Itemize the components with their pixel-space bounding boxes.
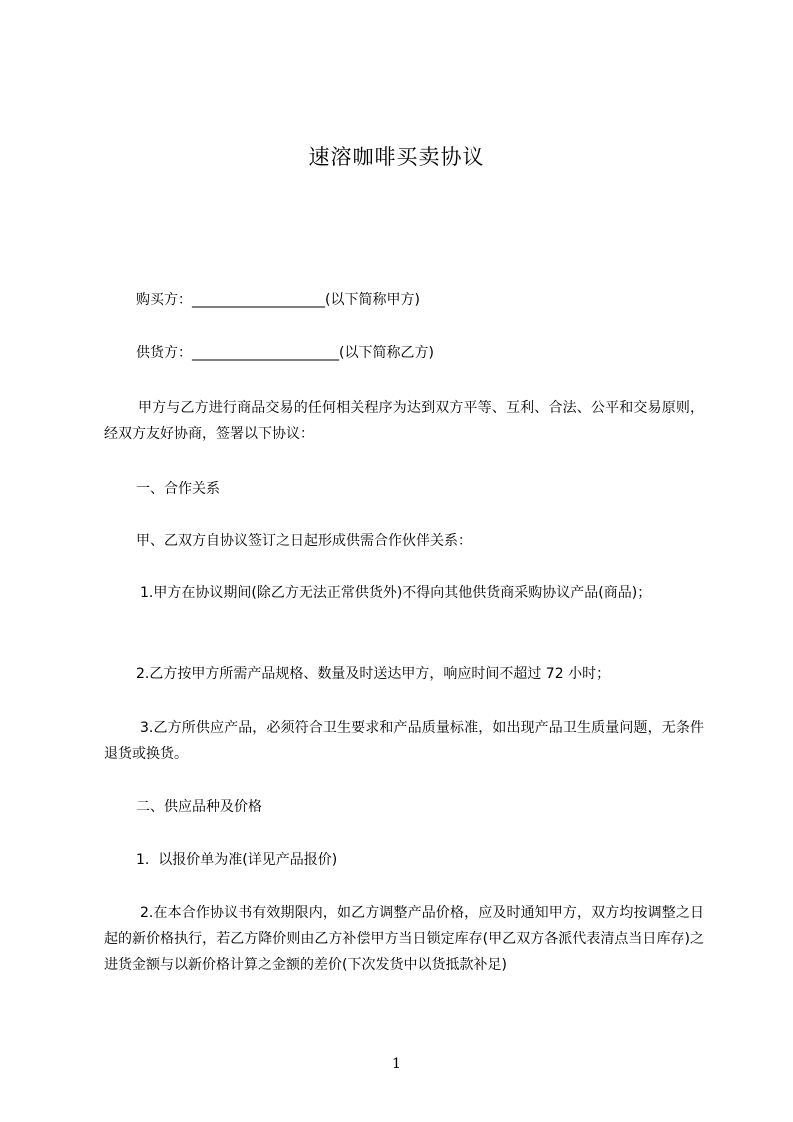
section1-lead: 甲、乙双方自协议签订之日起形成供需合作伙伴关系： [136, 533, 472, 549]
buyer-label: 购买方： [136, 292, 192, 308]
supplier-line [136, 343, 736, 363]
buyer-line [136, 290, 736, 310]
section1-item-2: 2.乙方按甲方所需产品规格、数量及时送达甲方，响应时间不超过 72 小时； [136, 666, 611, 682]
supplier-label: 供货方： [136, 345, 192, 361]
section2-item-1: 1. 以报价单为准(详见产品报价) [136, 852, 338, 868]
supplier-note: (以下简称乙方) [339, 345, 434, 361]
page-number: 1 [392, 1056, 401, 1072]
section2-heading: 二、供应品种及价格 [136, 799, 262, 815]
section1-item-1: 1.甲方在协议期间(除乙方无法正常供货外)不得向其他供货商采购协议产品(商品)； [140, 585, 652, 601]
section1-heading: 一、合作关系 [136, 481, 220, 497]
section1-item-3: 3.乙方所供应产品，必须符合卫生要求和产品质量标准，如出现产品卫生质量问题，无条件退货或换货。 [104, 720, 704, 762]
section2-item-2: 2.在本合作协议书有效期限内，如乙方调整产品价格，应及时通知甲方，双方均按调整之日起的新价格执行，若乙方降价则由乙方补偿甲方当日锁定库存(甲乙双方各派代表清点当日库存)之进货金额与以新价格计算之金额的差价(下次发货中以货抵款补足) [104, 905, 704, 973]
intro-paragraph: 甲方与乙方进行商品交易的任何相关程序为达到双方平等、互利、合法、公平和交易原则，经双方友好协商，签署以下协议： [104, 400, 704, 442]
buyer-note: (以下简称甲方) [325, 292, 420, 308]
document-title: 速溶咖啡买卖协议 [308, 145, 485, 169]
supplier-blank: _____________________ [192, 345, 339, 361]
buyer-blank: ___________________ [192, 292, 325, 308]
